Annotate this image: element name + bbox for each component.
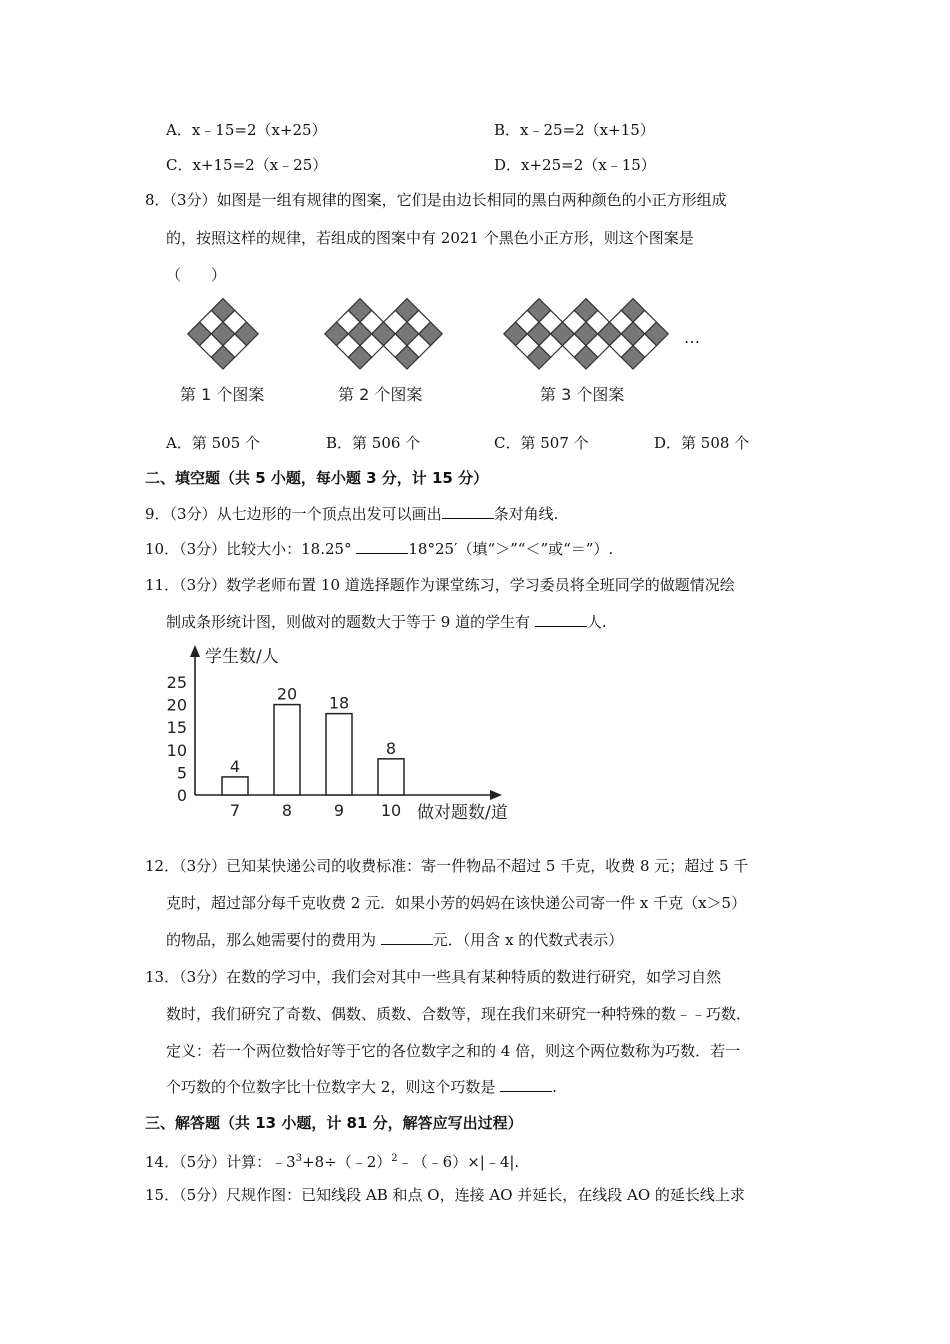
- y-tick-label: 10: [166, 740, 187, 760]
- q13-line1: 13．（3分）在数的学习中，我们会对其中一些具有某种特质的数进行研究，如学习自然: [145, 968, 722, 986]
- section-2-heading: 二、填空题（共 5 小题，每小题 3 分，计 15 分）: [145, 469, 489, 487]
- q8-option-c: C．第 507 个: [494, 434, 589, 452]
- option-c: C．x+15=2（x﹣25）: [166, 156, 328, 174]
- q9: [145, 504, 558, 524]
- y-tick-label: 5: [176, 763, 187, 783]
- x-tick-label: 8: [281, 801, 293, 820]
- x-tick-label: 10: [380, 801, 402, 820]
- q10-blank: [356, 539, 408, 554]
- x-tick-label: 9: [333, 801, 345, 820]
- q8-line2: 的，按照这样的规律，若组成的图案中有 2021 个黑色小正方形，则这个图案是: [166, 229, 694, 247]
- option-a: A．x﹣15=2（x+25）: [166, 121, 327, 139]
- q11-line1: 11．（3分）数学老师布置 10 道选择题作为课堂练习，学习委员将全班同学的做题情况绘: [145, 576, 735, 594]
- q11-line2: [166, 612, 607, 632]
- pattern-2-caption: 第 2 个图案: [338, 385, 423, 404]
- pattern-2: [322, 297, 446, 371]
- x-tick-label: 7: [229, 801, 241, 820]
- y-tick-label: 20: [166, 695, 187, 715]
- q13-line4: [166, 1077, 557, 1097]
- pattern-1: [185, 297, 261, 371]
- q8-option-d: D．第 508 个: [654, 434, 750, 452]
- y-axis-arrow: [190, 645, 200, 657]
- bar: [326, 714, 352, 795]
- q12-blank: [381, 930, 433, 945]
- q14-text: 14．（5分）计算：﹣3: [145, 1153, 296, 1171]
- x-axis-label: 做对题数/道: [417, 803, 508, 823]
- section-3-heading: 三、解答题（共 13 小题，计 81 分，解答应写出过程）: [145, 1114, 523, 1132]
- bar: [378, 759, 404, 795]
- option-b: B．x﹣25=2（x+15）: [494, 121, 655, 139]
- q15-line1: 15．（5分）尺规作图：已知线段 AB 和点 O，连接 AO 并延长，在线段 AO 的延长线上求: [145, 1186, 745, 1204]
- pattern-ellipsis: …: [684, 328, 700, 347]
- bar-chart: [165, 640, 535, 830]
- q8-option-a: A．第 505 个: [166, 434, 260, 452]
- q13-line4-text: 个巧数的个位数字比十位数字大 2，则这个巧数是: [166, 1078, 496, 1096]
- q12-line2: 克时，超过部分每千克收费 2 元．如果小芳的妈妈在该快递公司寄一件 x 千克（x＞5）: [166, 894, 747, 912]
- bar: [274, 705, 300, 795]
- pattern-3-caption: 第 3 个图案: [540, 385, 625, 404]
- bar-value-label: 20: [276, 684, 298, 704]
- y-axis-label: 学生数/人: [205, 647, 279, 667]
- q14-mid: +8÷（﹣2）: [302, 1153, 392, 1171]
- q11-blank: [535, 612, 587, 627]
- q13-line3: 定义：若一个两位数恰好等于它的各位数字之和的 4 倍，则这个两位数称为巧数．若一: [166, 1042, 741, 1060]
- q13-line4-tail: .: [552, 1078, 557, 1096]
- q14-exp2: 2: [391, 1153, 398, 1164]
- option-d: D．x+25=2（x﹣15）: [494, 156, 656, 174]
- x-axis-arrow: [490, 790, 502, 800]
- q8-line1: 8．（3分）如图是一组有规律的图案，它们是由边长相同的黑白两种颜色的小正方形组成: [145, 191, 727, 209]
- q9-blank: [442, 504, 494, 519]
- q12-line3: [166, 930, 623, 950]
- bar-value-label: 18: [328, 693, 350, 713]
- q8-line3: （ ）: [166, 266, 227, 284]
- bar-value-label: 8: [385, 738, 397, 758]
- bar-value-label: 4: [229, 756, 241, 776]
- q14: [145, 1149, 519, 1172]
- q8-option-b: B．第 506 个: [326, 434, 421, 452]
- y-tick-label: 0: [176, 786, 187, 805]
- q10-text: 10．（3分）比较大小：18.25°: [145, 540, 352, 558]
- q10-tail: 18°25′（填“＞”“＜”或“＝”）.: [408, 540, 614, 558]
- pattern-1-caption: 第 1 个图案: [180, 385, 265, 404]
- q11-line2-text: 制成条形统计图，则做对的题数大于等于 9 道的学生有: [166, 613, 531, 631]
- q12-line3-text: 的物品，那么她需要付的费用为: [166, 931, 377, 949]
- q9-text: 9．（3分）从七边形的一个顶点出发可以画出: [145, 505, 442, 523]
- q13-line2: 数时，我们研究了奇数、偶数、质数、合数等，现在我们来研究一种特殊的数﹣﹣巧数．: [166, 1005, 752, 1023]
- q12-line1: 12．（3分）已知某快递公司的收费标准：寄一件物品不超过 5 千克，收费 8 元；超过 5 千: [145, 857, 749, 875]
- pattern-3: [501, 297, 671, 371]
- y-tick-label: 25: [166, 673, 187, 692]
- q11-line2-tail: 人.: [586, 613, 607, 631]
- q12-line3-tail: 元．（用含 x 的代数式表示）: [432, 931, 624, 949]
- y-tick-label: 15: [166, 718, 187, 738]
- q9-tail: 条对角线.: [493, 505, 559, 523]
- q14-exp1: 3: [295, 1153, 303, 1164]
- bar: [222, 777, 248, 795]
- q13-blank: [500, 1077, 552, 1092]
- q14-tail: ﹣（﹣6）×|﹣4|.: [397, 1153, 520, 1171]
- q10: [145, 539, 613, 559]
